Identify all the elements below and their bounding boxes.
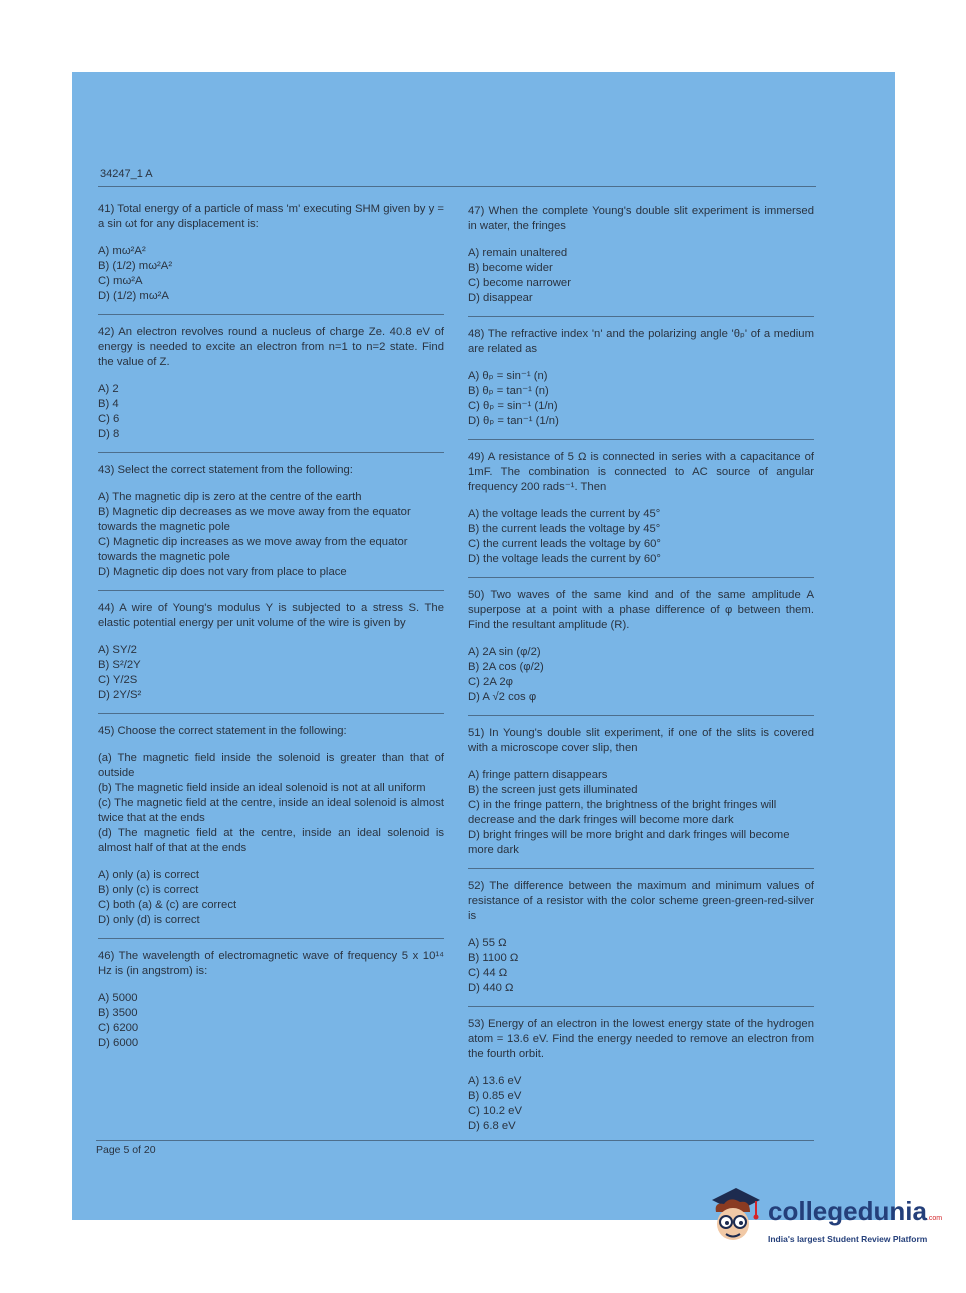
- question-block: [98, 463, 444, 591]
- statement-item: (d) The magnetic field at the centre, inside an ideal solenoid is almost half of that at the ends: [98, 827, 444, 854]
- answer-option: C) Y/2S: [98, 674, 138, 686]
- question-block: [98, 202, 444, 315]
- answer-option: A) fringe pattern disappears: [468, 769, 608, 781]
- answer-option: B) 0.85 eV: [468, 1090, 522, 1102]
- answer-option: A) SY/2: [98, 644, 137, 656]
- question-divider: [468, 868, 814, 869]
- statement-list: [98, 751, 444, 856]
- answer-option: B) 4: [98, 398, 119, 410]
- question-block: [468, 327, 814, 440]
- question-block: [468, 726, 814, 869]
- paper-code: 34247_1 A: [100, 168, 153, 180]
- question-block: [98, 724, 444, 939]
- answer-option: C) θₚ = sin⁻¹ (1/n): [468, 400, 558, 412]
- answer-option: D) 6000: [98, 1037, 139, 1049]
- answer-option: B) θₚ = tan⁻¹ (n): [468, 385, 549, 397]
- question-divider: [468, 439, 814, 440]
- answer-option: B) Magnetic dip decreases as we move away from the equator towards the magnetic pole: [98, 506, 411, 533]
- answer-option: D) bright fringes will be more bright and dark fringes will become more dark: [468, 829, 790, 856]
- answer-option: A) remain unaltered: [468, 247, 568, 259]
- question-divider: [98, 938, 444, 939]
- question-stem: 50) Two waves of the same kind and of the same amplitude A superpose at a point with a phase difference of φ between them. Find the resultant amplitude (R).: [468, 589, 814, 631]
- answer-option: A) The magnetic dip is zero at the centre of the earth: [98, 491, 362, 503]
- statement-item: (c) The magnetic field at the centre, inside an ideal solenoid is almost twice that at the ends: [98, 797, 444, 824]
- question-stem: 48) The refractive index 'n' and the polarizing angle 'θₚ' of a medium are related as: [468, 328, 814, 355]
- answer-option: B) only (c) is correct: [98, 884, 199, 896]
- question-divider: [468, 316, 814, 317]
- answer-option: B) become wider: [468, 262, 553, 274]
- question-block: [98, 949, 444, 1051]
- statement-item: (b) The magnetic field inside an ideal solenoid is not at all uniform: [98, 782, 426, 794]
- question-block: [468, 450, 814, 578]
- question-stem: 49) A resistance of 5 Ω is connected in series with a capacitance of 1mF. The combination is connected to AC source of angular frequency 200 rads⁻¹. Then: [468, 451, 814, 493]
- answer-option: D) (1/2) mω²A: [98, 290, 169, 302]
- question-block: [468, 1017, 814, 1134]
- question-block: [98, 325, 444, 453]
- question-divider: [98, 314, 444, 315]
- answer-option: A) 5000: [98, 992, 138, 1004]
- answer-option: C) both (a) & (c) are correct: [98, 899, 237, 911]
- answer-option: C) 6: [98, 413, 120, 425]
- answer-option: B) 1100 Ω: [468, 952, 519, 964]
- answer-option: D) 2Y/S²: [98, 689, 142, 701]
- answer-option: A) 2: [98, 383, 119, 395]
- question-stem: 42) An electron revolves round a nucleus of charge Ze. 40.8 eV of energy is needed to excite an electron from n=1 to n=2 state. Find the value of Z.: [98, 326, 444, 368]
- answer-option: D) only (d) is correct: [98, 914, 200, 926]
- answer-option: C) Magnetic dip increases as we move away from the equator towards the magnetic pole: [98, 536, 408, 563]
- answer-option: A) the voltage leads the current by 45°: [468, 508, 661, 520]
- answer-option: B) (1/2) mω²A²: [98, 260, 173, 272]
- answer-option: A) only (a) is correct: [98, 869, 200, 881]
- question-stem: 47) When the complete Young's double slit experiment is immersed in water, the fringes: [468, 205, 814, 232]
- brand-tagline: India's largest Student Review Platform: [768, 1234, 928, 1244]
- answer-option: C) in the fringe pattern, the brightness of the bright fringes will decrease and the dark fringes will become more dark: [468, 799, 777, 826]
- question-stem: 52) The difference between the maximum and minimum values of resistance of a resistor with the color scheme green-green-red-silver is: [468, 880, 814, 922]
- answer-option: D) the voltage leads the current by 60°: [468, 553, 661, 565]
- answer-option: C) mω²A: [98, 275, 143, 287]
- question-stem: 51) In Young's double slit experiment, if one of the slits is covered with a microscope cover slip, then: [468, 727, 814, 754]
- answer-option: B) S²/2Y: [98, 659, 141, 671]
- answer-option: A) 13.6 eV: [468, 1075, 522, 1087]
- question-divider: [468, 1006, 814, 1007]
- question-stem: 44) A wire of Young's modulus Y is subjected to a stress S. The elastic potential energy per unit volume of the wire is given by: [98, 602, 444, 629]
- question-block: [98, 601, 444, 714]
- answer-option: D) 440 Ω: [468, 982, 514, 994]
- answer-option: D) A √2 cos φ: [468, 691, 537, 703]
- answer-option: A) θₚ = sin⁻¹ (n): [468, 370, 548, 382]
- answer-option: B) the screen just gets illuminated: [468, 784, 638, 796]
- answer-option: B) 3500: [98, 1007, 138, 1019]
- question-divider: [98, 590, 444, 591]
- question-divider: [98, 452, 444, 453]
- answer-option: A) mω²A²: [98, 245, 146, 257]
- answer-option: A) 2A sin (φ/2): [468, 646, 541, 658]
- answer-option: A) 55 Ω: [468, 937, 507, 949]
- right-question-column: [468, 204, 814, 1144]
- answer-option: C) 6200: [98, 1022, 139, 1034]
- answer-option: B) 2A cos (φ/2): [468, 661, 544, 673]
- answer-option: D) disappear: [468, 292, 533, 304]
- question-stem: 43) Select the correct statement from the following:: [98, 464, 353, 476]
- question-stem: 45) Choose the correct statement in the following:: [98, 725, 347, 737]
- question-divider: [98, 713, 444, 714]
- brand-name: collegedunia.com: [768, 1196, 943, 1226]
- question-stem: 46) The wavelength of electromagnetic wave of frequency 5 x 10¹⁴ Hz is (in angstrom) is:: [98, 950, 444, 977]
- question-block: [468, 879, 814, 1007]
- collegedunia-watermark: [706, 1186, 956, 1256]
- question-block: [468, 588, 814, 716]
- question-divider: [468, 577, 814, 578]
- answer-option: B) the current leads the voltage by 45°: [468, 523, 661, 535]
- answer-option: D) 6.8 eV: [468, 1120, 516, 1132]
- question-stem: 41) Total energy of a particle of mass 'm' executing SHM given by y = a sin ωt for any displacement is:: [98, 203, 444, 230]
- answer-option: C) 10.2 eV: [468, 1105, 523, 1117]
- page-number: Page 5 of 20: [96, 1144, 156, 1156]
- question-block: [468, 204, 814, 317]
- answer-option: C) the current leads the voltage by 60°: [468, 538, 661, 550]
- answer-option: C) become narrower: [468, 277, 571, 289]
- left-question-column: [98, 202, 444, 1061]
- answer-option: D) Magnetic dip does not vary from place to place: [98, 566, 347, 578]
- statement-item: (a) The magnetic field inside the solenoid is greater than that of outside: [98, 752, 444, 779]
- exam-sheet: [72, 72, 895, 1220]
- question-stem: 53) Energy of an electron in the lowest energy state of the hydrogen atom = 13.6 eV. Find the energy needed to remove an electron from the fourth orbit.: [468, 1018, 814, 1060]
- answer-option: D) θₚ = tan⁻¹ (1/n): [468, 415, 559, 427]
- answer-option: C) 2A 2φ: [468, 676, 513, 688]
- header-rule: [98, 186, 816, 187]
- question-divider: [468, 715, 814, 716]
- answer-option: C) 44 Ω: [468, 967, 508, 979]
- student-mascot-icon: [706, 1186, 764, 1250]
- answer-option: D) 8: [98, 428, 120, 440]
- footer-rule: [96, 1140, 814, 1141]
